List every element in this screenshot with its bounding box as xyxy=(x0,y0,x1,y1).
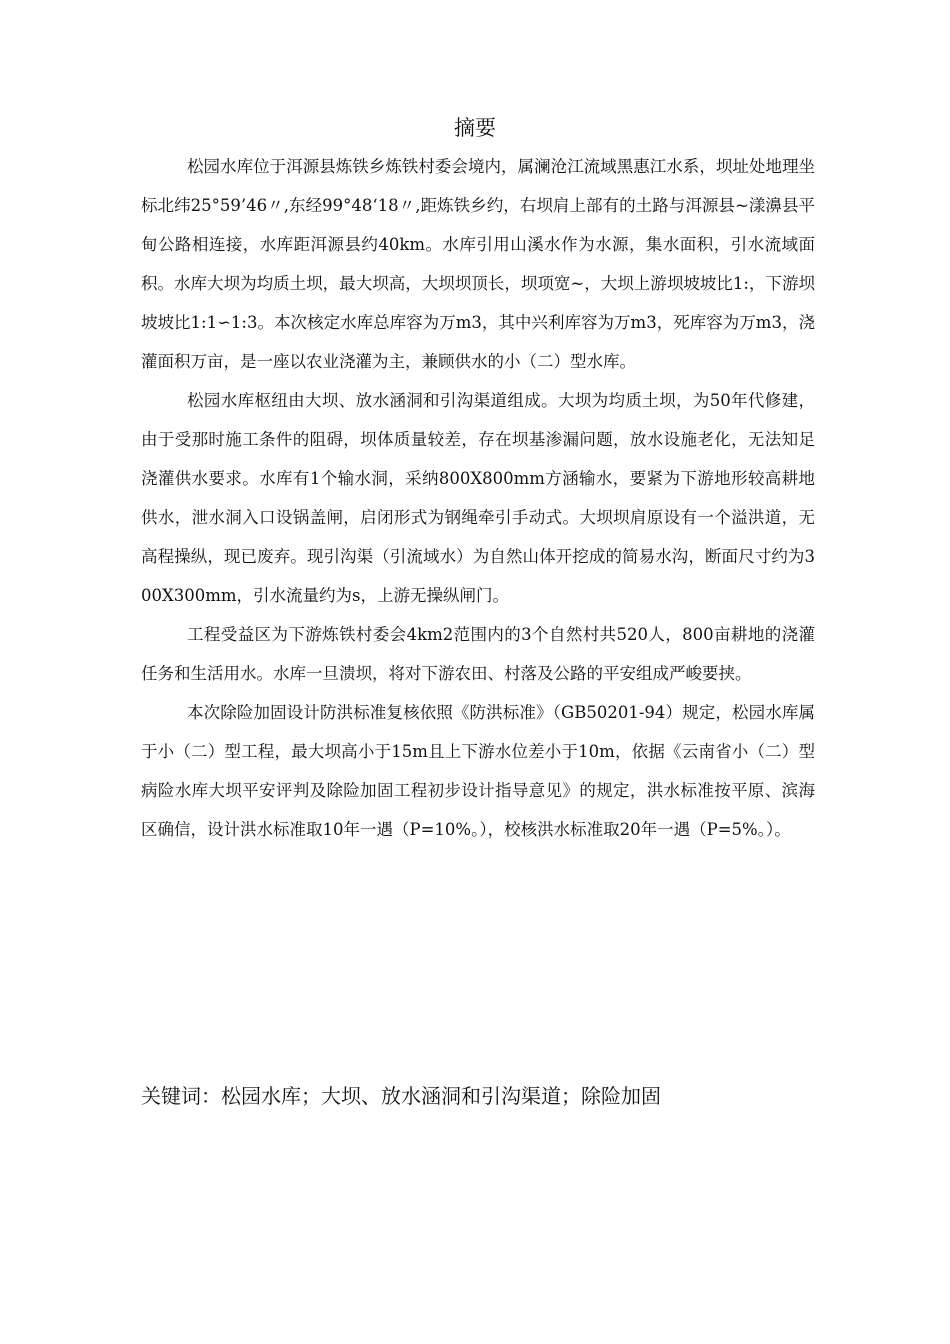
keywords-line: 关键词：松园水库；大坝、放水涵洞和引沟渠道；除险加固 xyxy=(141,1084,661,1108)
paragraph-benefit-area: 工程受益区为下游炼铁村委会4km2范围内的3个自然村共520人，800亩耕地的浇灌任务和生活用水。水库一旦溃坝，将对下游农田、村落及公路的平安组成严峻要挟。 xyxy=(141,625,815,683)
paragraph-flood-standard: 本次除险加固设计防洪标准复核依照《防洪标准》（GB50201-94）规定，松园水库属于小（二）型工程，最大坝高小于15m且上下游水位差小于10m，依据《云南省小（二）型病险水库大坝平安评判及除险加固工程初步设计指导意见》的规定，洪水标准按平原、滨海区确信，设计洪水标准取10年一遇（P=10%。），校核洪水标准取20年一遇（P=5%。）。 xyxy=(141,703,815,839)
paragraph-location: 松园水库位于洱源县炼铁乡炼铁村委会境内，属澜沧江流域黑惠江水系，坝址处地理坐标北纬25°59’46〃,东经99°48‘18〃,距炼铁乡约，右坝肩上部有的土路与洱源县~漾濞县平甸公路相连接，水库距洱源县约40km。水库引用山溪水作为水源，集水面积，引水流域面积。水库大坝为均质土坝，最大坝高，大坝坝顶长，坝项宽~，大坝上游坝坡坡比1:，下游坝坡坡比1:1∽1:3。本次核定水库总库容为万m3，其中兴利库容为万m3，死库容为万m3，浇灌面积万亩，是一座以农业浇灌为主，兼顾供水的小（二）型水库。 xyxy=(141,157,815,371)
paragraph-structure: 松园水库枢纽由大坝、放水涵洞和引沟渠道组成。大坝为均质土坝，为50年代修建，由于受那时施工条件的阻碍，坝体质量较差，存在坝基渗漏问题，放水设施老化，无法知足浇灌供水要求。水库有1个输水洞，采纳800X800mm方涵输水，要紧为下游地形较高耕地供水，泄水洞入口设锅盖闸，启闭形式为钢绳牵引手动式。大坝坝肩原设有一个溢洪道，无高程操纵，现已废弃。现引沟渠（引流域水）为自然山体开挖成的简易水沟，断面尺寸约为300X300mm，引水流量约为s，上游无操纵闸门。 xyxy=(141,391,815,605)
abstract-body xyxy=(141,147,815,849)
page-title: 摘要 xyxy=(454,116,496,140)
